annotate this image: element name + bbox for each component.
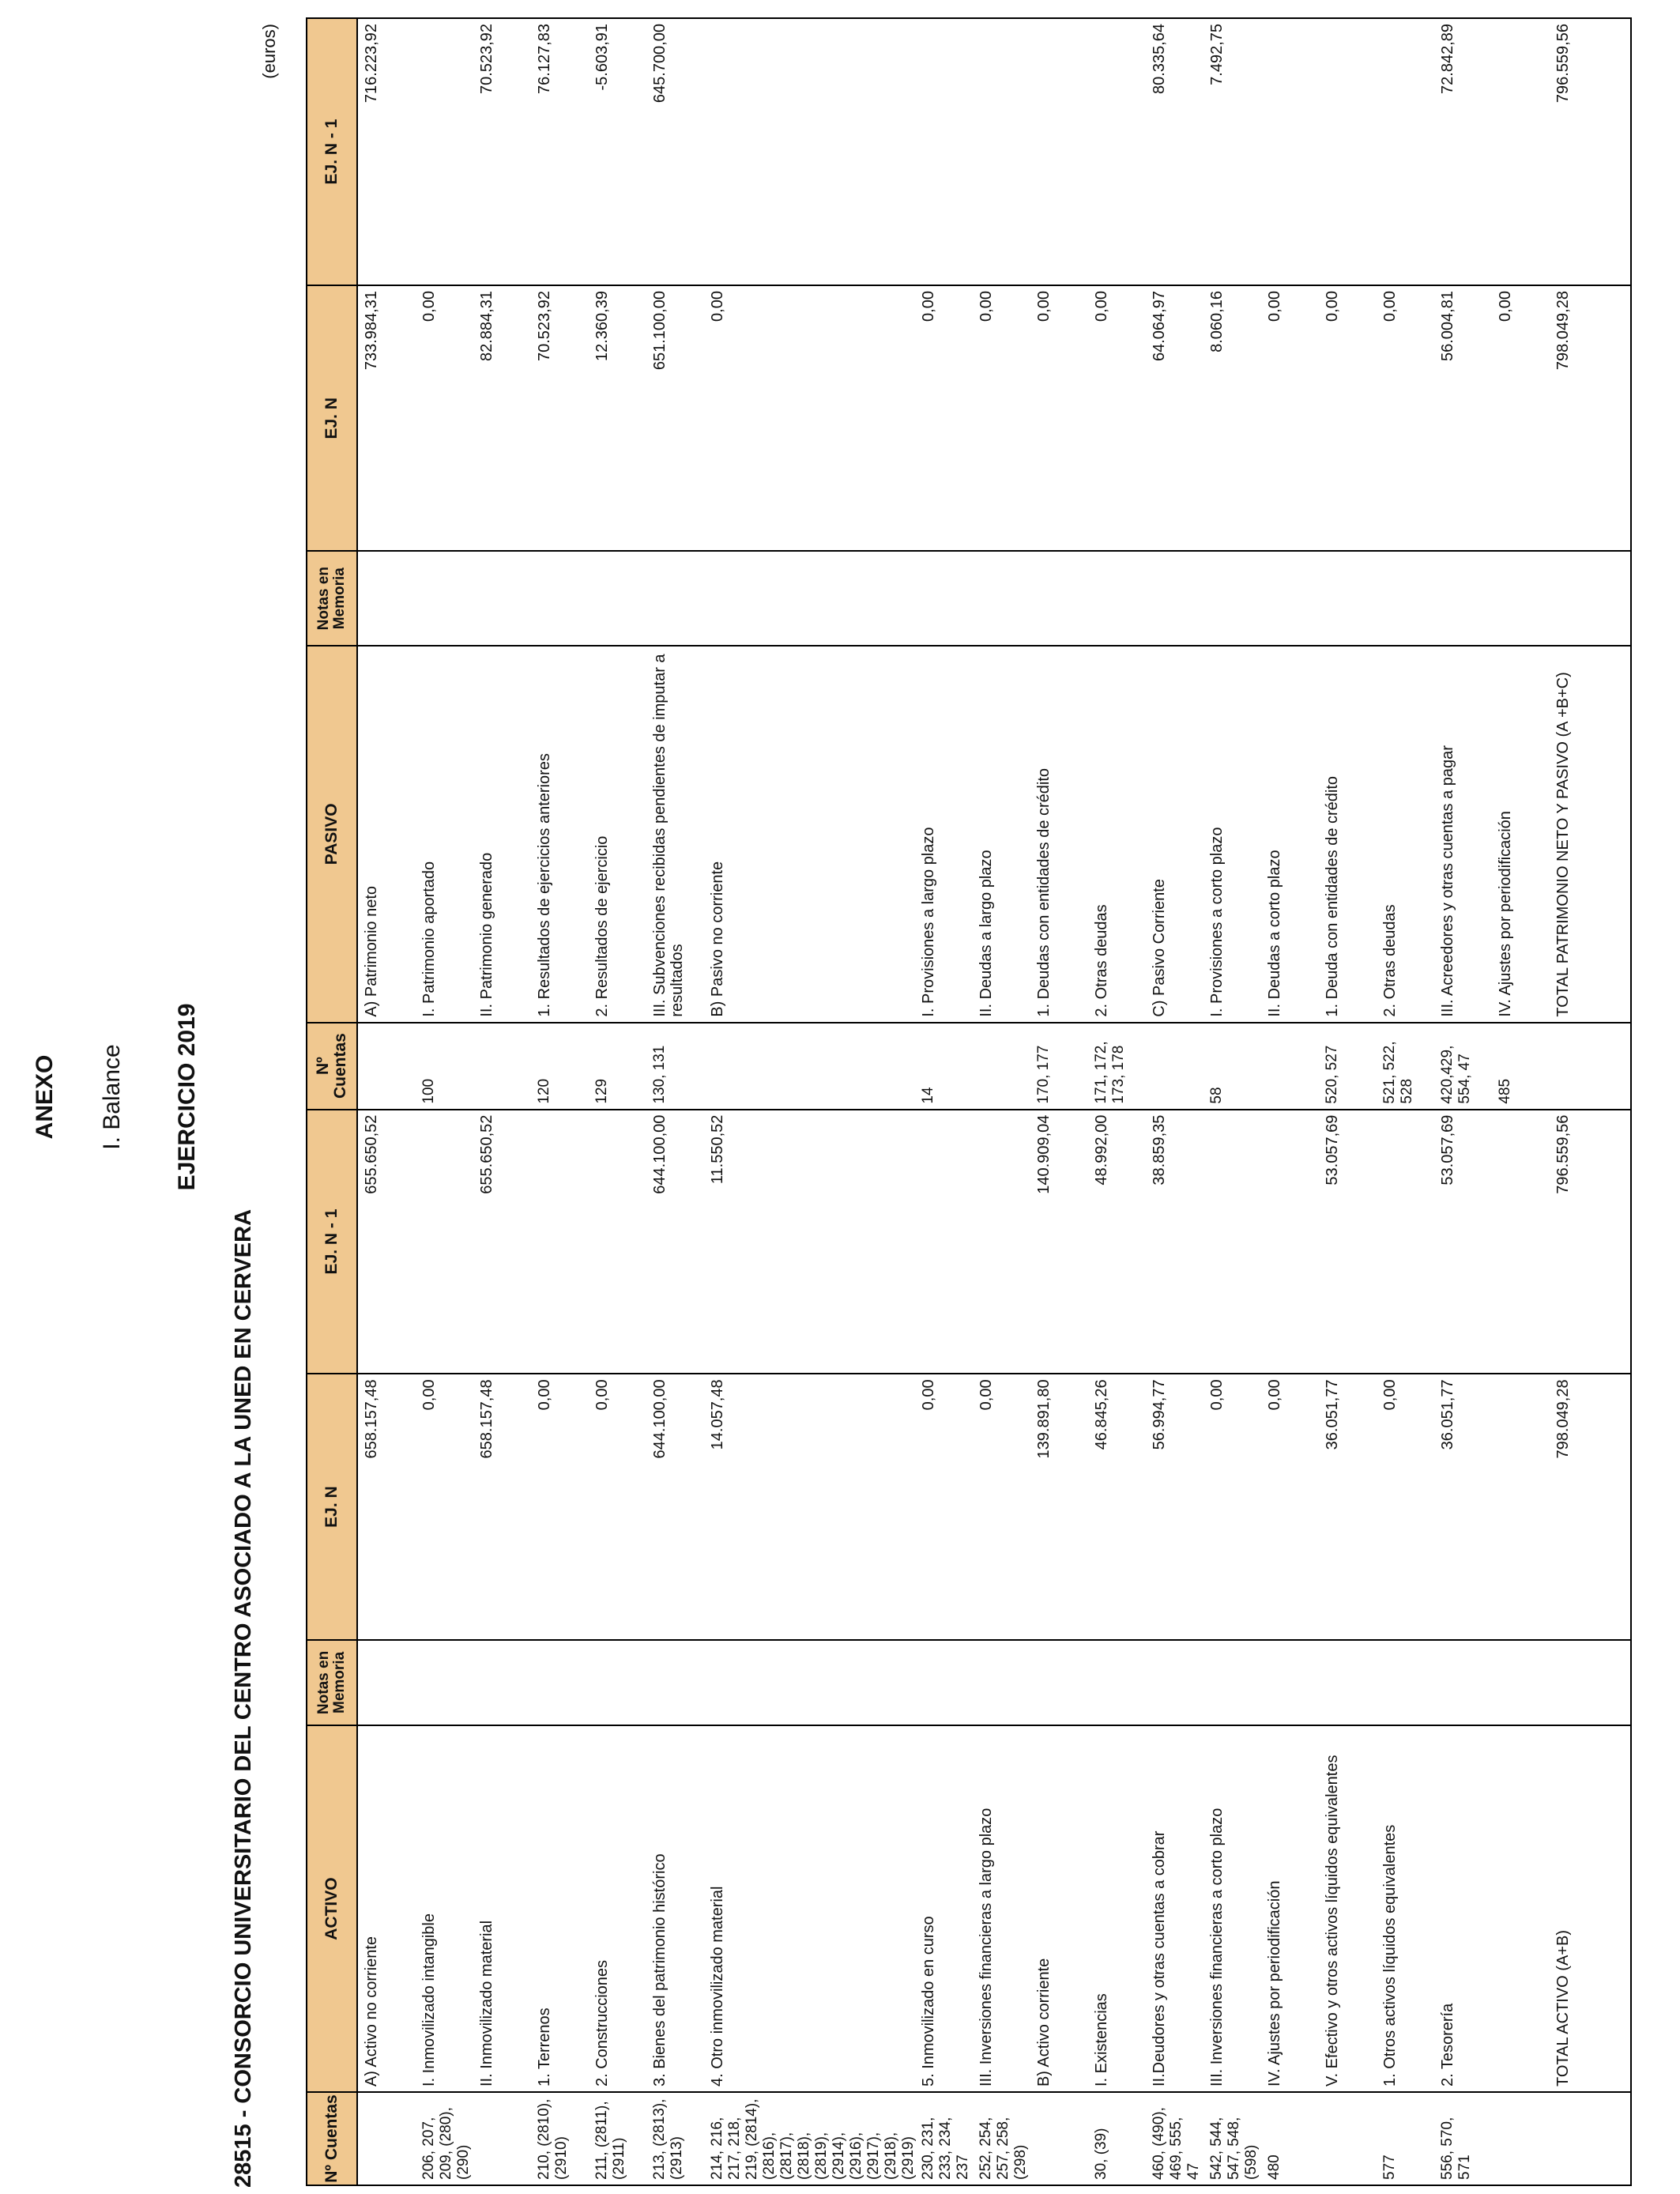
account-codes-pasivo: 120: [533, 1023, 591, 1110]
pasivo-ej-n1: 80.335,64: [1148, 18, 1206, 285]
pasivo-label: TOTAL PATRIMONIO NETO Y PASIVO (A +B+C): [1552, 646, 1631, 1023]
activo-ej-n: 658.157,48: [476, 1374, 533, 1639]
activo-ej-n1: [1379, 1110, 1437, 1374]
notas-activo: [1264, 1640, 1321, 1725]
entity-title: 28515 - CONSORCIO UNIVERSITARIO DEL CENTRO ASOCIADO A LA UNED EN CERVERA: [231, 1208, 256, 2188]
table-row: [1552, 18, 1631, 2185]
activo-ej-n: 0,00: [917, 1374, 975, 1639]
account-codes-pasivo: [706, 1023, 917, 1110]
account-codes-activo: 542, 544, 547, 548, (598): [1206, 2092, 1264, 2185]
activo-ej-n1: 53.057,69: [1437, 1110, 1494, 1374]
pasivo-label: III. Acreedores y otras cuentas a pagar: [1437, 646, 1494, 1023]
account-codes-pasivo: 58: [1206, 1023, 1264, 1110]
pasivo-label: B) Pasivo no corriente: [706, 646, 917, 1023]
account-codes-activo: [476, 2092, 533, 2185]
pasivo-ej-n: 0,00: [1090, 285, 1148, 551]
pasivo-label: 2. Otras deudas: [1379, 646, 1437, 1023]
table-row: [533, 18, 591, 2185]
notas-pasivo: [533, 551, 591, 646]
account-codes-activo: 214, 216, 217, 218, 219, (2814), (2816), (2817), (2818), (2819), (2914), (2916), (2917), (2918), (2919): [706, 2092, 917, 2185]
activo-ej-n1: 53.057,69: [1321, 1110, 1379, 1374]
balance-title: I. Balance: [99, 1044, 125, 1150]
table-row: [706, 18, 917, 2185]
pasivo-label: 1. Resultados de ejercicios anteriores: [533, 646, 591, 1023]
account-codes-pasivo: 420,429, 554, 47: [1437, 1023, 1494, 1110]
account-codes-activo: [1552, 2092, 1631, 2185]
notas-activo: [1148, 1640, 1206, 1725]
notas-activo: [1033, 1640, 1090, 1725]
account-codes-pasivo: [1552, 1023, 1631, 1110]
account-codes-pasivo: [476, 1023, 533, 1110]
notas-pasivo: [917, 551, 975, 646]
account-codes-activo: 230, 231, 233, 234, 237: [917, 2092, 975, 2185]
activo-ej-n: 0,00: [975, 1374, 1033, 1639]
pasivo-ej-n1: [1264, 18, 1321, 285]
notas-pasivo: [357, 551, 418, 646]
table-row: [476, 18, 533, 2185]
pasivo-ej-n1: [975, 18, 1033, 285]
account-codes-pasivo: 171, 172, 173, 178: [1090, 1023, 1148, 1110]
pasivo-label: I. Provisiones a corto plazo: [1206, 646, 1264, 1023]
pasivo-ej-n: 651.100,00: [649, 285, 706, 551]
activo-ej-n1: [1264, 1110, 1321, 1374]
pasivo-ej-n1: 716.223,92: [357, 18, 418, 285]
account-codes-activo: [1033, 2092, 1090, 2185]
col-ejn-pasivo: EJ. N: [307, 285, 357, 551]
col-activo: ACTIVO: [307, 1725, 357, 2092]
activo-label: II.Deudores y otras cuentas a cobrar: [1148, 1725, 1206, 2092]
account-codes-pasivo: 129: [591, 1023, 649, 1110]
pasivo-ej-n1: 70.523,92: [476, 18, 533, 285]
pasivo-ej-n: 0,00: [1033, 285, 1090, 551]
pasivo-ej-n: 0,00: [1494, 285, 1552, 551]
account-codes-activo: 206, 207, 209, (280), (290): [418, 2092, 476, 2185]
pasivo-ej-n: 0,00: [418, 285, 476, 551]
pasivo-ej-n: 56.004,81: [1437, 285, 1494, 551]
activo-label: I. Existencias: [1090, 1725, 1148, 2092]
activo-label: 4. Otro inmovilizado material: [706, 1725, 917, 2092]
activo-label: 5. Inmovilizado en curso: [917, 1725, 975, 2092]
activo-ej-n: 36.051,77: [1321, 1374, 1379, 1639]
activo-label: A) Activo no corriente: [357, 1725, 418, 2092]
pasivo-ej-n: 0,00: [917, 285, 975, 551]
pasivo-ej-n1: [1379, 18, 1437, 285]
col-cuentas-pasivo: Nº Cuentas: [307, 1023, 357, 1110]
account-codes-activo: 556, 570, 571: [1437, 2092, 1494, 2185]
activo-ej-n1: 140.909,04: [1033, 1110, 1090, 1374]
activo-label: 3. Bienes del patrimonio histórico: [649, 1725, 706, 2092]
pasivo-label: 2. Resultados de ejercicio: [591, 646, 649, 1023]
account-codes-pasivo: [1148, 1023, 1206, 1110]
activo-label: III. Inversiones financieras a corto plazo: [1206, 1725, 1264, 2092]
table-row: [1206, 18, 1264, 2185]
notas-activo: [917, 1640, 975, 1725]
activo-ej-n: 644.100,00: [649, 1374, 706, 1639]
pasivo-ej-n: 0,00: [1321, 285, 1379, 551]
notas-pasivo: [1206, 551, 1264, 646]
activo-label: I. Inmovilizado intangible: [418, 1725, 476, 2092]
balance-body: [357, 18, 1631, 2185]
notas-pasivo: [706, 551, 917, 646]
notas-pasivo: [975, 551, 1033, 646]
notas-activo: [533, 1640, 591, 1725]
activo-ej-n: 139.891,80: [1033, 1374, 1090, 1639]
activo-label: 1. Terrenos: [533, 1725, 591, 2092]
activo-ej-n: 46.845,26: [1090, 1374, 1148, 1639]
pasivo-ej-n: 82.884,31: [476, 285, 533, 551]
pasivo-label: C) Pasivo Corriente: [1148, 646, 1206, 1023]
table-row: [917, 18, 975, 2185]
activo-label: 2. Tesorería: [1437, 1725, 1494, 2092]
activo-ej-n1: 11.550,52: [706, 1110, 917, 1374]
exercise-title: EJERCICIO 2019: [174, 1003, 200, 1191]
activo-ej-n: 36.051,77: [1437, 1374, 1494, 1639]
pasivo-ej-n1: [1494, 18, 1552, 285]
notas-activo: [649, 1640, 706, 1725]
notas-pasivo: [1494, 551, 1552, 646]
activo-ej-n: 658.157,48: [357, 1374, 418, 1639]
activo-ej-n1: [591, 1110, 649, 1374]
pasivo-ej-n: 733.984,31: [357, 285, 418, 551]
pasivo-ej-n1: [917, 18, 975, 285]
pasivo-ej-n: 64.064,97: [1148, 285, 1206, 551]
table-row: [1090, 18, 1148, 2185]
pasivo-ej-n1: 796.559,56: [1552, 18, 1631, 285]
col-ejn1-activo: EJ. N - 1: [307, 1110, 357, 1374]
activo-ej-n1: [1206, 1110, 1264, 1374]
pasivo-ej-n1: [706, 18, 917, 285]
activo-label: B) Activo corriente: [1033, 1725, 1090, 2092]
header-row: [307, 18, 357, 2185]
pasivo-label: II. Deudas a largo plazo: [975, 646, 1033, 1023]
activo-label: III. Inversiones financieras a largo plazo: [975, 1725, 1033, 2092]
notas-activo: [418, 1640, 476, 1725]
activo-ej-n1: 655.650,52: [357, 1110, 418, 1374]
col-cuentas-activo: Nº Cuentas: [307, 2092, 357, 2185]
activo-label: V. Efectivo y otros activos líquidos equivalentes: [1321, 1725, 1379, 2092]
notas-activo: [357, 1640, 418, 1725]
pasivo-ej-n: 70.523,92: [533, 285, 591, 551]
annex-title: ANEXO: [32, 1054, 58, 1140]
pasivo-label: I. Provisiones a largo plazo: [917, 646, 975, 1023]
account-codes-pasivo: 521, 522, 528: [1379, 1023, 1437, 1110]
notas-activo: [476, 1640, 533, 1725]
table-row: [357, 18, 418, 2185]
table-row: [1264, 18, 1321, 2185]
account-codes-activo: [357, 2092, 418, 2185]
notas-activo: [1494, 1640, 1552, 1725]
table-row: [975, 18, 1033, 2185]
notas-pasivo: [1033, 551, 1090, 646]
activo-label: II. Inmovilizado material: [476, 1725, 533, 2092]
activo-ej-n1: 655.650,52: [476, 1110, 533, 1374]
activo-ej-n: 0,00: [418, 1374, 476, 1639]
notas-activo: [1090, 1640, 1148, 1725]
activo-label: IV. Ajustes por periodificación: [1264, 1725, 1321, 2092]
pasivo-label: I. Patrimonio aportado: [418, 646, 476, 1023]
account-codes-pasivo: 100: [418, 1023, 476, 1110]
activo-ej-n: 0,00: [533, 1374, 591, 1639]
table-row: [1033, 18, 1090, 2185]
notas-pasivo: [1264, 551, 1321, 646]
col-notas-pasivo: Notas en Memoria: [307, 551, 357, 646]
activo-label: 2. Construcciones: [591, 1725, 649, 2092]
pasivo-ej-n1: [1321, 18, 1379, 285]
pasivo-label: 1. Deudas con entidades de crédito: [1033, 646, 1090, 1023]
notas-pasivo: [1379, 551, 1437, 646]
activo-ej-n1: [533, 1110, 591, 1374]
pasivo-ej-n1: 72.842,89: [1437, 18, 1494, 285]
activo-ej-n1: [418, 1110, 476, 1374]
table-row: [1494, 18, 1552, 2185]
pasivo-ej-n1: 645.700,00: [649, 18, 706, 285]
table-row: [1148, 18, 1206, 2185]
activo-ej-n1: 38.859,35: [1148, 1110, 1206, 1374]
notas-activo: [591, 1640, 649, 1725]
activo-ej-n1: 644.100,00: [649, 1110, 706, 1374]
account-codes-pasivo: [357, 1023, 418, 1110]
notas-pasivo: [1090, 551, 1148, 646]
pasivo-label: 2. Otras deudas: [1090, 646, 1148, 1023]
account-codes-activo: 211, (2811), (2911): [591, 2092, 649, 2185]
units-label: (euros): [259, 24, 279, 79]
notas-pasivo: [1148, 551, 1206, 646]
notas-activo: [1321, 1640, 1379, 1725]
notas-pasivo: [1552, 551, 1631, 646]
pasivo-ej-n: 0,00: [1264, 285, 1321, 551]
notas-activo: [975, 1640, 1033, 1725]
activo-ej-n1: [975, 1110, 1033, 1374]
pasivo-ej-n1: -5.603,91: [591, 18, 649, 285]
activo-ej-n1: 796.559,56: [1552, 1110, 1631, 1374]
account-codes-activo: 480: [1264, 2092, 1321, 2185]
notas-activo: [1206, 1640, 1264, 1725]
account-codes-activo: [1494, 2092, 1552, 2185]
pasivo-label: 1. Deuda con entidades de crédito: [1321, 646, 1379, 1023]
balance-table: [306, 17, 1632, 2186]
table-row: [649, 18, 706, 2185]
activo-ej-n: 0,00: [591, 1374, 649, 1639]
col-ejn-activo: EJ. N: [307, 1374, 357, 1639]
pasivo-label: A) Patrimonio neto: [357, 646, 418, 1023]
pasivo-ej-n: 8.060,16: [1206, 285, 1264, 551]
account-codes-pasivo: 130, 131: [649, 1023, 706, 1110]
pasivo-ej-n: 0,00: [975, 285, 1033, 551]
activo-label: [1494, 1725, 1552, 2092]
account-codes-pasivo: 485: [1494, 1023, 1552, 1110]
activo-ej-n: 0,00: [1379, 1374, 1437, 1639]
notas-activo: [706, 1640, 917, 1725]
notas-pasivo: [649, 551, 706, 646]
table-row: [1321, 18, 1379, 2185]
notas-pasivo: [591, 551, 649, 646]
pasivo-ej-n: 0,00: [1379, 285, 1437, 551]
pasivo-ej-n1: [1090, 18, 1148, 285]
pasivo-ej-n: 12.360,39: [591, 285, 649, 551]
notas-pasivo: [1437, 551, 1494, 646]
col-pasivo: PASIVO: [307, 646, 357, 1023]
pasivo-label: IV. Ajustes por periodificación: [1494, 646, 1552, 1023]
account-codes-pasivo: 520, 527: [1321, 1023, 1379, 1110]
account-codes-activo: 213, (2813), (2913): [649, 2092, 706, 2185]
account-codes-pasivo: 14: [917, 1023, 975, 1110]
activo-ej-n: [1494, 1374, 1552, 1639]
pasivo-label: III. Subvenciones recibidas pendientes de imputar a resultados: [649, 646, 706, 1023]
pasivo-ej-n1: [418, 18, 476, 285]
notas-activo: [1437, 1640, 1494, 1725]
pasivo-ej-n1: [1033, 18, 1090, 285]
activo-ej-n1: [1494, 1110, 1552, 1374]
activo-ej-n1: [917, 1110, 975, 1374]
notas-pasivo: [1321, 551, 1379, 646]
table-row: [591, 18, 649, 2185]
pasivo-label: II. Patrimonio generado: [476, 646, 533, 1023]
notas-activo: [1552, 1640, 1631, 1725]
pasivo-ej-n: 0,00: [706, 285, 917, 551]
pasivo-ej-n1: 76.127,83: [533, 18, 591, 285]
col-ejn1-pasivo: EJ. N - 1: [307, 18, 357, 285]
account-codes-activo: 577: [1379, 2092, 1437, 2185]
activo-label: TOTAL ACTIVO (A+B): [1552, 1725, 1631, 2092]
notas-pasivo: [418, 551, 476, 646]
notas-pasivo: [476, 551, 533, 646]
activo-label: 1. Otros activos líquidos equivalentes: [1379, 1725, 1437, 2092]
activo-ej-n1: 48.992,00: [1090, 1110, 1148, 1374]
account-codes-pasivo: 170, 177: [1033, 1023, 1090, 1110]
account-codes-activo: 460, (490), 469, 555, 47: [1148, 2092, 1206, 2185]
activo-ej-n: 14.057,48: [706, 1374, 917, 1639]
account-codes-activo: 210, (2810), (2910): [533, 2092, 591, 2185]
activo-ej-n: 0,00: [1264, 1374, 1321, 1639]
col-notas-activo: Notas en Memoria: [307, 1640, 357, 1725]
account-codes-pasivo: [975, 1023, 1033, 1110]
activo-ej-n: 56.994,77: [1148, 1374, 1206, 1639]
account-codes-pasivo: [1264, 1023, 1321, 1110]
account-codes-activo: 252, 254, 257, 258, (298): [975, 2092, 1033, 2185]
activo-ej-n: 798.049,28: [1552, 1374, 1631, 1639]
notas-activo: [1379, 1640, 1437, 1725]
activo-ej-n: 0,00: [1206, 1374, 1264, 1639]
pasivo-ej-n1: 7.492,75: [1206, 18, 1264, 285]
account-codes-activo: 30, (39): [1090, 2092, 1148, 2185]
account-codes-activo: [1321, 2092, 1379, 2185]
pasivo-ej-n: 798.049,28: [1552, 285, 1631, 551]
table-row: [1437, 18, 1494, 2185]
table-row: [1379, 18, 1437, 2185]
pasivo-label: II. Deudas a corto plazo: [1264, 646, 1321, 1023]
table-row: [418, 18, 476, 2185]
